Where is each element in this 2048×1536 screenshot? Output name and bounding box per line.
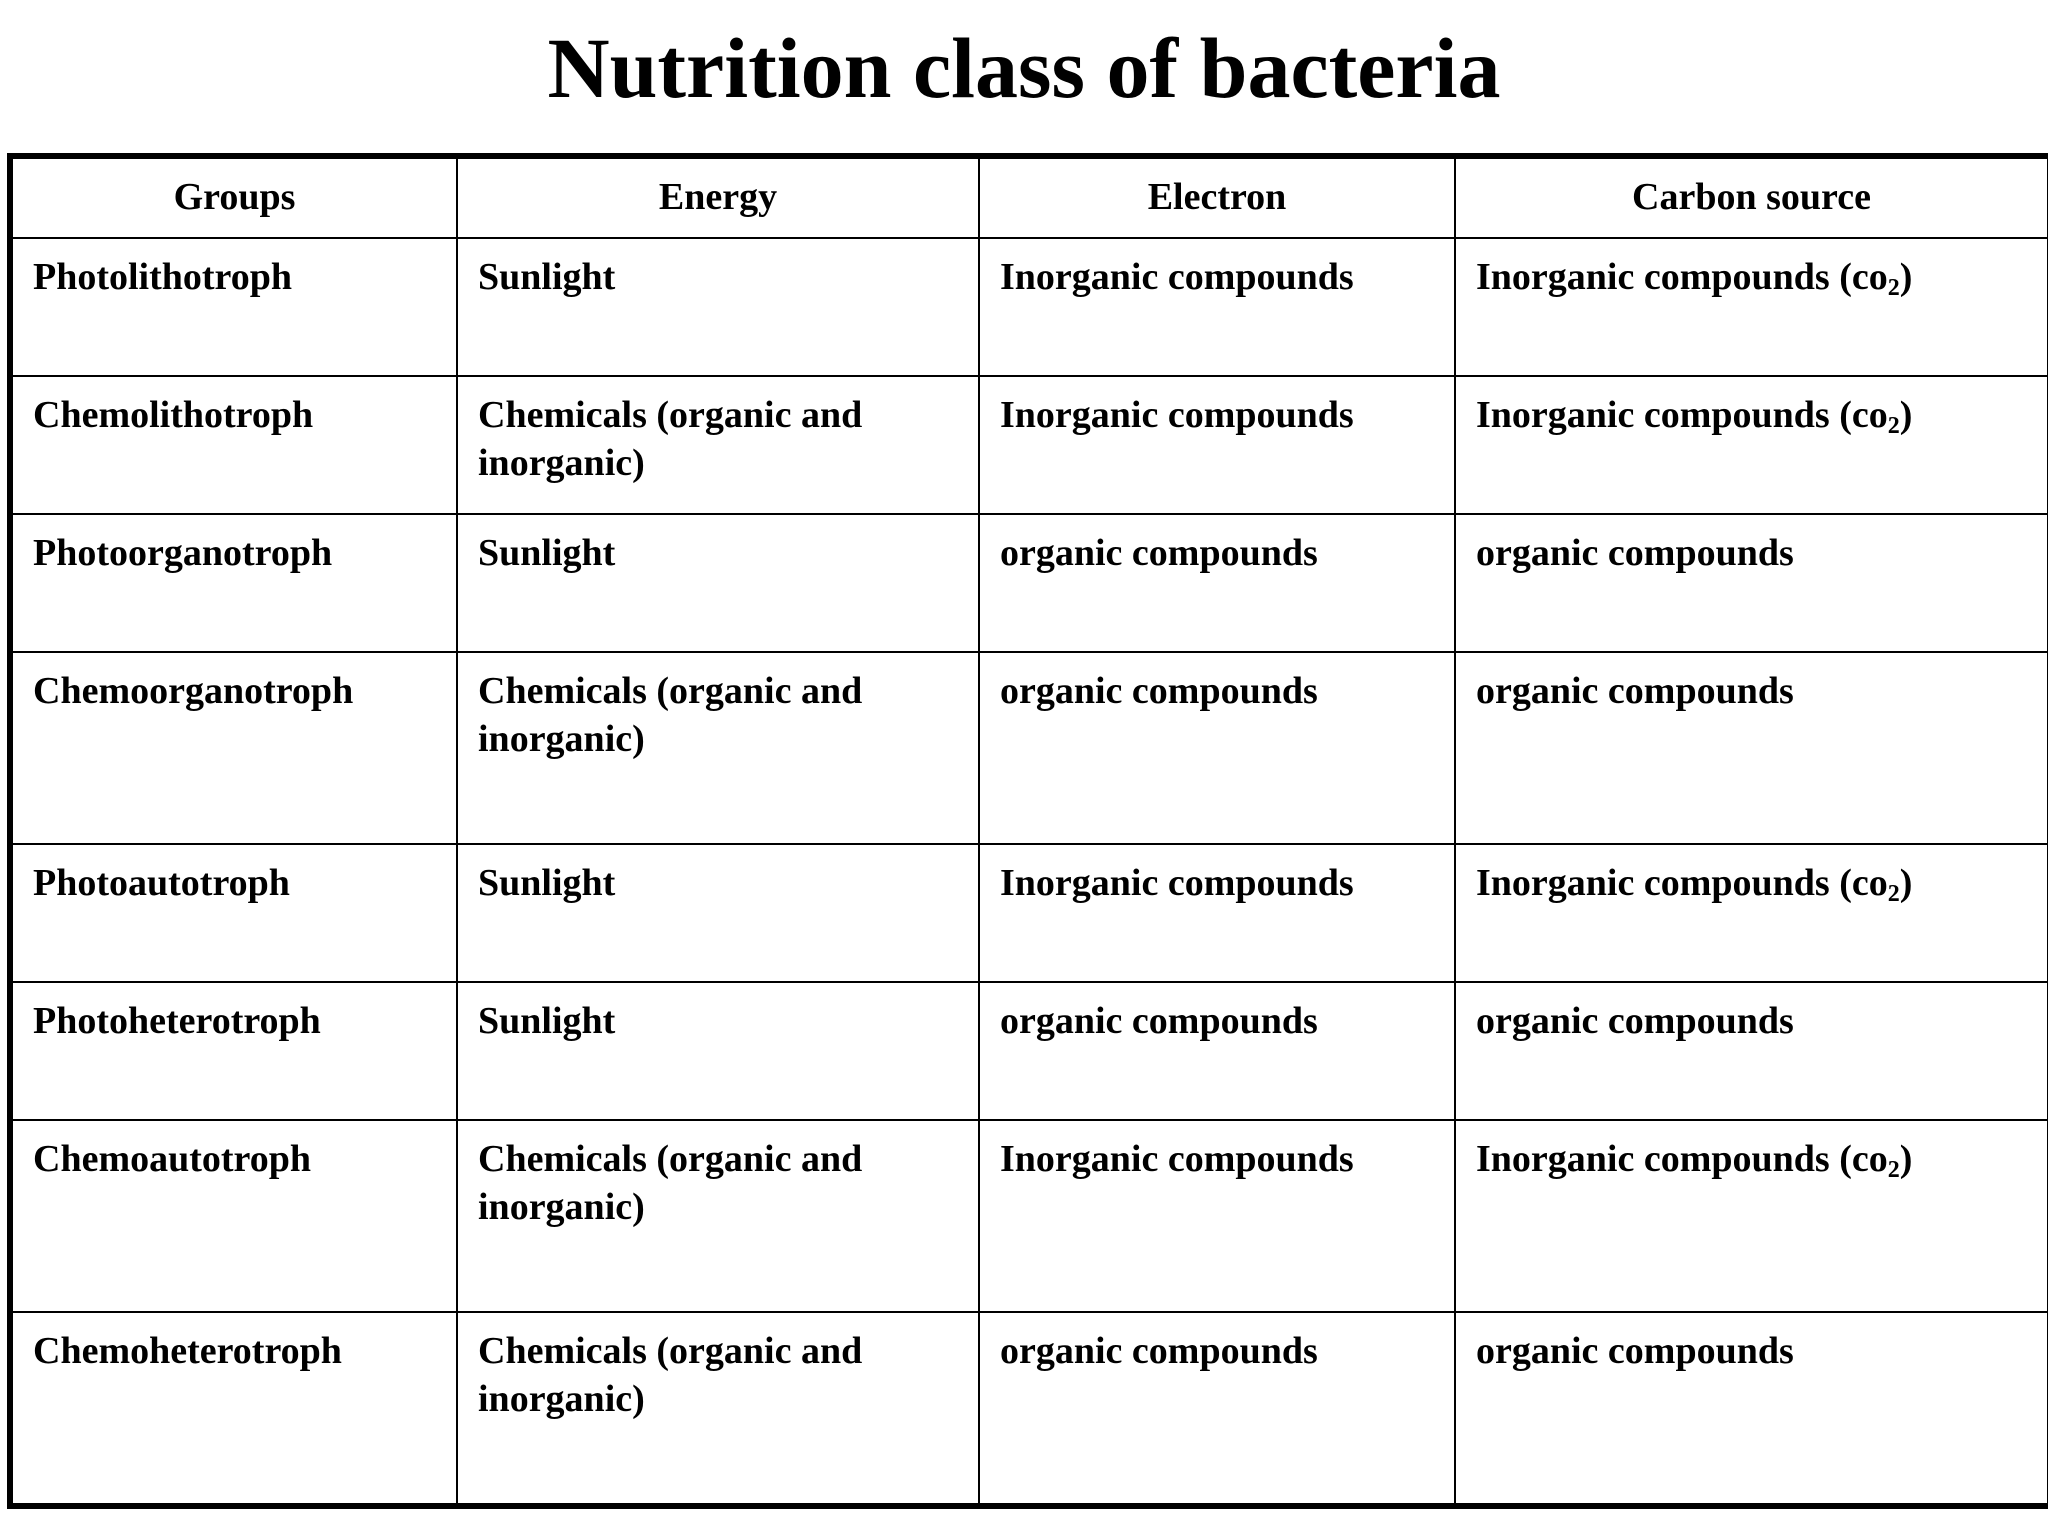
cell-energy: Chemicals (organic and inorganic) [457,1312,979,1506]
cell-energy: Chemicals (organic and inorganic) [457,1120,979,1312]
table-row [10,514,2048,652]
carbon-text-end: ) [1899,256,1913,298]
cell-group: Chemoautotroph [10,1120,457,1312]
carbon-subscript: 2 [1887,275,1900,301]
cell-carbon-source [1455,376,2048,514]
carbon-text-end: ) [1899,394,1913,436]
carbon-text: Inorganic compounds (co [1476,256,1888,298]
carbon-text-end: ) [1899,1138,1913,1180]
header-groups: Groups [10,156,457,238]
carbon-subscript: 2 [1887,881,1900,907]
nutrition-table [7,153,2048,1509]
cell-group: Photolithotroph [10,238,457,376]
carbon-subscript: 2 [1887,1157,1900,1183]
table-row [10,238,2048,376]
page-title: Nutrition class of bacteria [547,20,1501,116]
cell-energy: Sunlight [457,514,979,652]
cell-electron: organic compounds [979,652,1455,844]
cell-group: Chemoorganotroph [10,652,457,844]
cell-energy: Sunlight [457,238,979,376]
cell-electron: organic compounds [979,514,1455,652]
cell-energy: Chemicals (organic and inorganic) [457,652,979,844]
carbon-text: organic compounds [1476,1330,1794,1372]
cell-carbon-source [1455,1312,2048,1506]
cell-energy: Sunlight [457,982,979,1120]
cell-electron: organic compounds [979,982,1455,1120]
table-header-row [10,156,2048,238]
carbon-text: Inorganic compounds (co [1476,862,1888,904]
table-row [10,844,2048,982]
cell-electron: Inorganic compounds [979,376,1455,514]
cell-group: Chemoheterotroph [10,1312,457,1506]
cell-carbon-source [1455,238,2048,376]
cell-group: Photoautotroph [10,844,457,982]
cell-carbon-source [1455,514,2048,652]
table-row [10,982,2048,1120]
cell-group: Photoheterotroph [10,982,457,1120]
table-row [10,1120,2048,1312]
cell-electron: Inorganic compounds [979,1120,1455,1312]
cell-electron: Inorganic compounds [979,238,1455,376]
carbon-text: organic compounds [1476,1000,1794,1042]
cell-carbon-source [1455,652,2048,844]
cell-energy: Sunlight [457,844,979,982]
carbon-text-end: ) [1899,862,1913,904]
cell-energy: Chemicals (organic and inorganic) [457,376,979,514]
table-row [10,1312,2048,1506]
cell-group: Photoorganotroph [10,514,457,652]
table-row [10,652,2048,844]
cell-electron: Inorganic compounds [979,844,1455,982]
carbon-text: Inorganic compounds (co [1476,1138,1888,1180]
cell-group: Chemolithotroph [10,376,457,514]
carbon-text: organic compounds [1476,670,1794,712]
header-carbon-source: Carbon source [1455,156,2048,238]
header-electron: Electron [979,156,1455,238]
carbon-text: Inorganic compounds (co [1476,394,1888,436]
carbon-subscript: 2 [1887,413,1900,439]
header-energy: Energy [457,156,979,238]
carbon-text: organic compounds [1476,532,1794,574]
cell-electron: organic compounds [979,1312,1455,1506]
cell-carbon-source [1455,982,2048,1120]
cell-carbon-source [1455,844,2048,982]
cell-carbon-source [1455,1120,2048,1312]
table-row [10,376,2048,514]
